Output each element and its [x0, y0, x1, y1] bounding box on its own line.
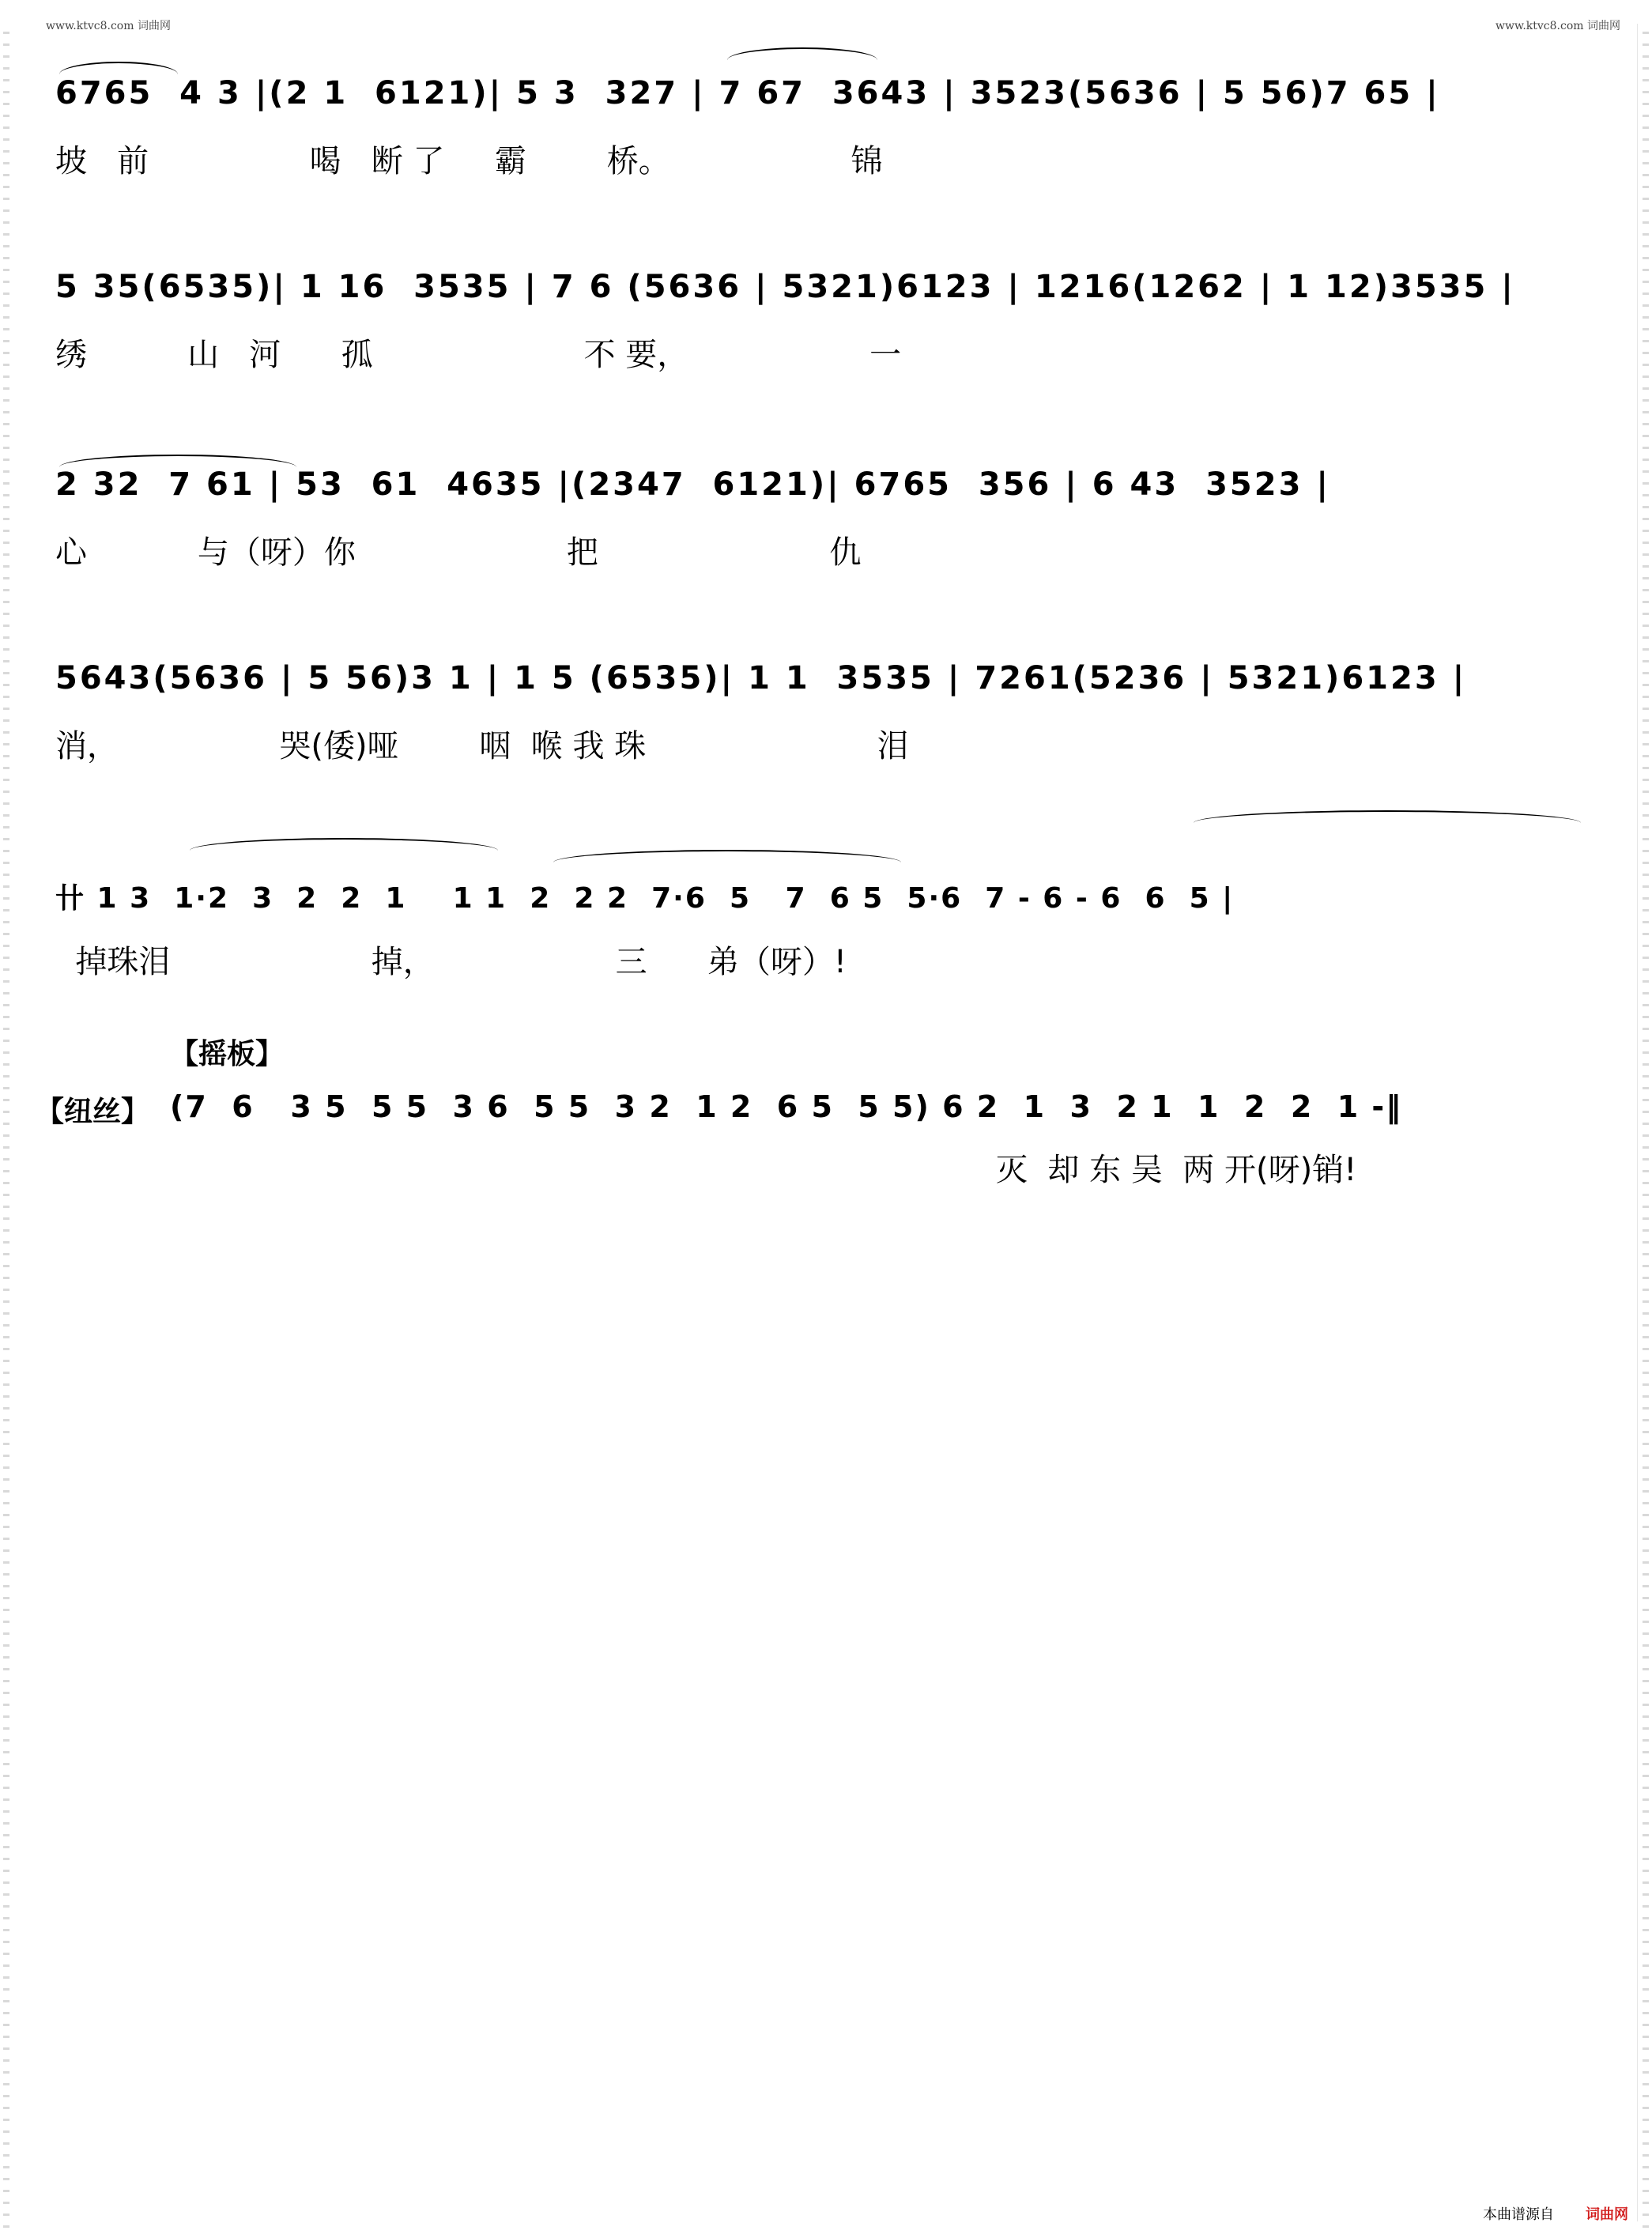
watermark-left: www.ktvc8.com 词曲网: [46, 20, 171, 32]
slur-mark: [727, 47, 877, 60]
right-edge-watermark: [1643, 32, 1649, 2229]
notation-line-4: 5643(5636 | 5 56)3 1 | 1 5 (6535)| 1 1 3535 | 7261(5236 | 5321)6123 |: [55, 660, 1467, 696]
notation-line-final: (7 6 3 5 5 5 3 6 5 5 3 2 1 2 6 5 5 5) 6 2 1 3 2 1 1 2 2 1 -‖: [170, 1089, 1403, 1124]
lyrics-line-5: 掉珠泪 掉， 三 弟（呀）!: [55, 944, 847, 980]
tempo-label: 【摇板】: [170, 1038, 285, 1070]
left-edge-watermark: [3, 32, 9, 2229]
lyrics-line-2: 绣 山 河 孤 不 要， 一: [55, 337, 902, 373]
slur-mark: [59, 62, 178, 74]
slur-mark: [59, 455, 296, 467]
lyrics-line-3: 心 与（呀）你 把 仇: [55, 534, 862, 571]
right-border-line: [1637, 24, 1638, 2221]
notation-line-3: 2 32 7 61 | 53 61 4635 |(2347 6121)| 6765 356 | 6 43 3523 |: [55, 466, 1330, 503]
notation-line-2: 5 35(6535)| 1 16 3535 | 7 6 (5636 | 5321)6123 | 1216(1262 | 1 12)3535 |: [55, 269, 1515, 305]
footer-source-note: 本曲谱源自: [1483, 2206, 1554, 2223]
footer: [1483, 2203, 1628, 2224]
slur-mark: [1194, 810, 1581, 823]
lyrics-line-4: 消， 哭(倭)哑 咽 喉 我 珠 泪: [55, 728, 909, 764]
notation-line-1: 6765 4 3 |(2 1 6121)| 5 3 327 | 7 67 3643 | 3523(5636 | 5 56)7 65 |: [55, 75, 1440, 111]
lyrics-line-1: 坡 前 喝 断 了 霸 桥。 锦: [55, 143, 883, 179]
slur-mark: [190, 838, 498, 851]
slur-mark: [553, 850, 901, 862]
footer-brand[interactable]: 词曲网: [1586, 2206, 1628, 2223]
instrument-label: 【纽丝】: [36, 1096, 150, 1128]
notation-line-5: 卄 1 3 1·2 3 2 2 1 1 1 2 2 2 7·6 5 7 6 5 5·6 7 - 6 - 6 6 5 |: [55, 882, 1235, 915]
watermark-right: www.ktvc8.com 词曲网: [1495, 20, 1620, 32]
lyrics-line-final: 灭 却 东 吴 两 开(呀)销!: [996, 1152, 1357, 1188]
